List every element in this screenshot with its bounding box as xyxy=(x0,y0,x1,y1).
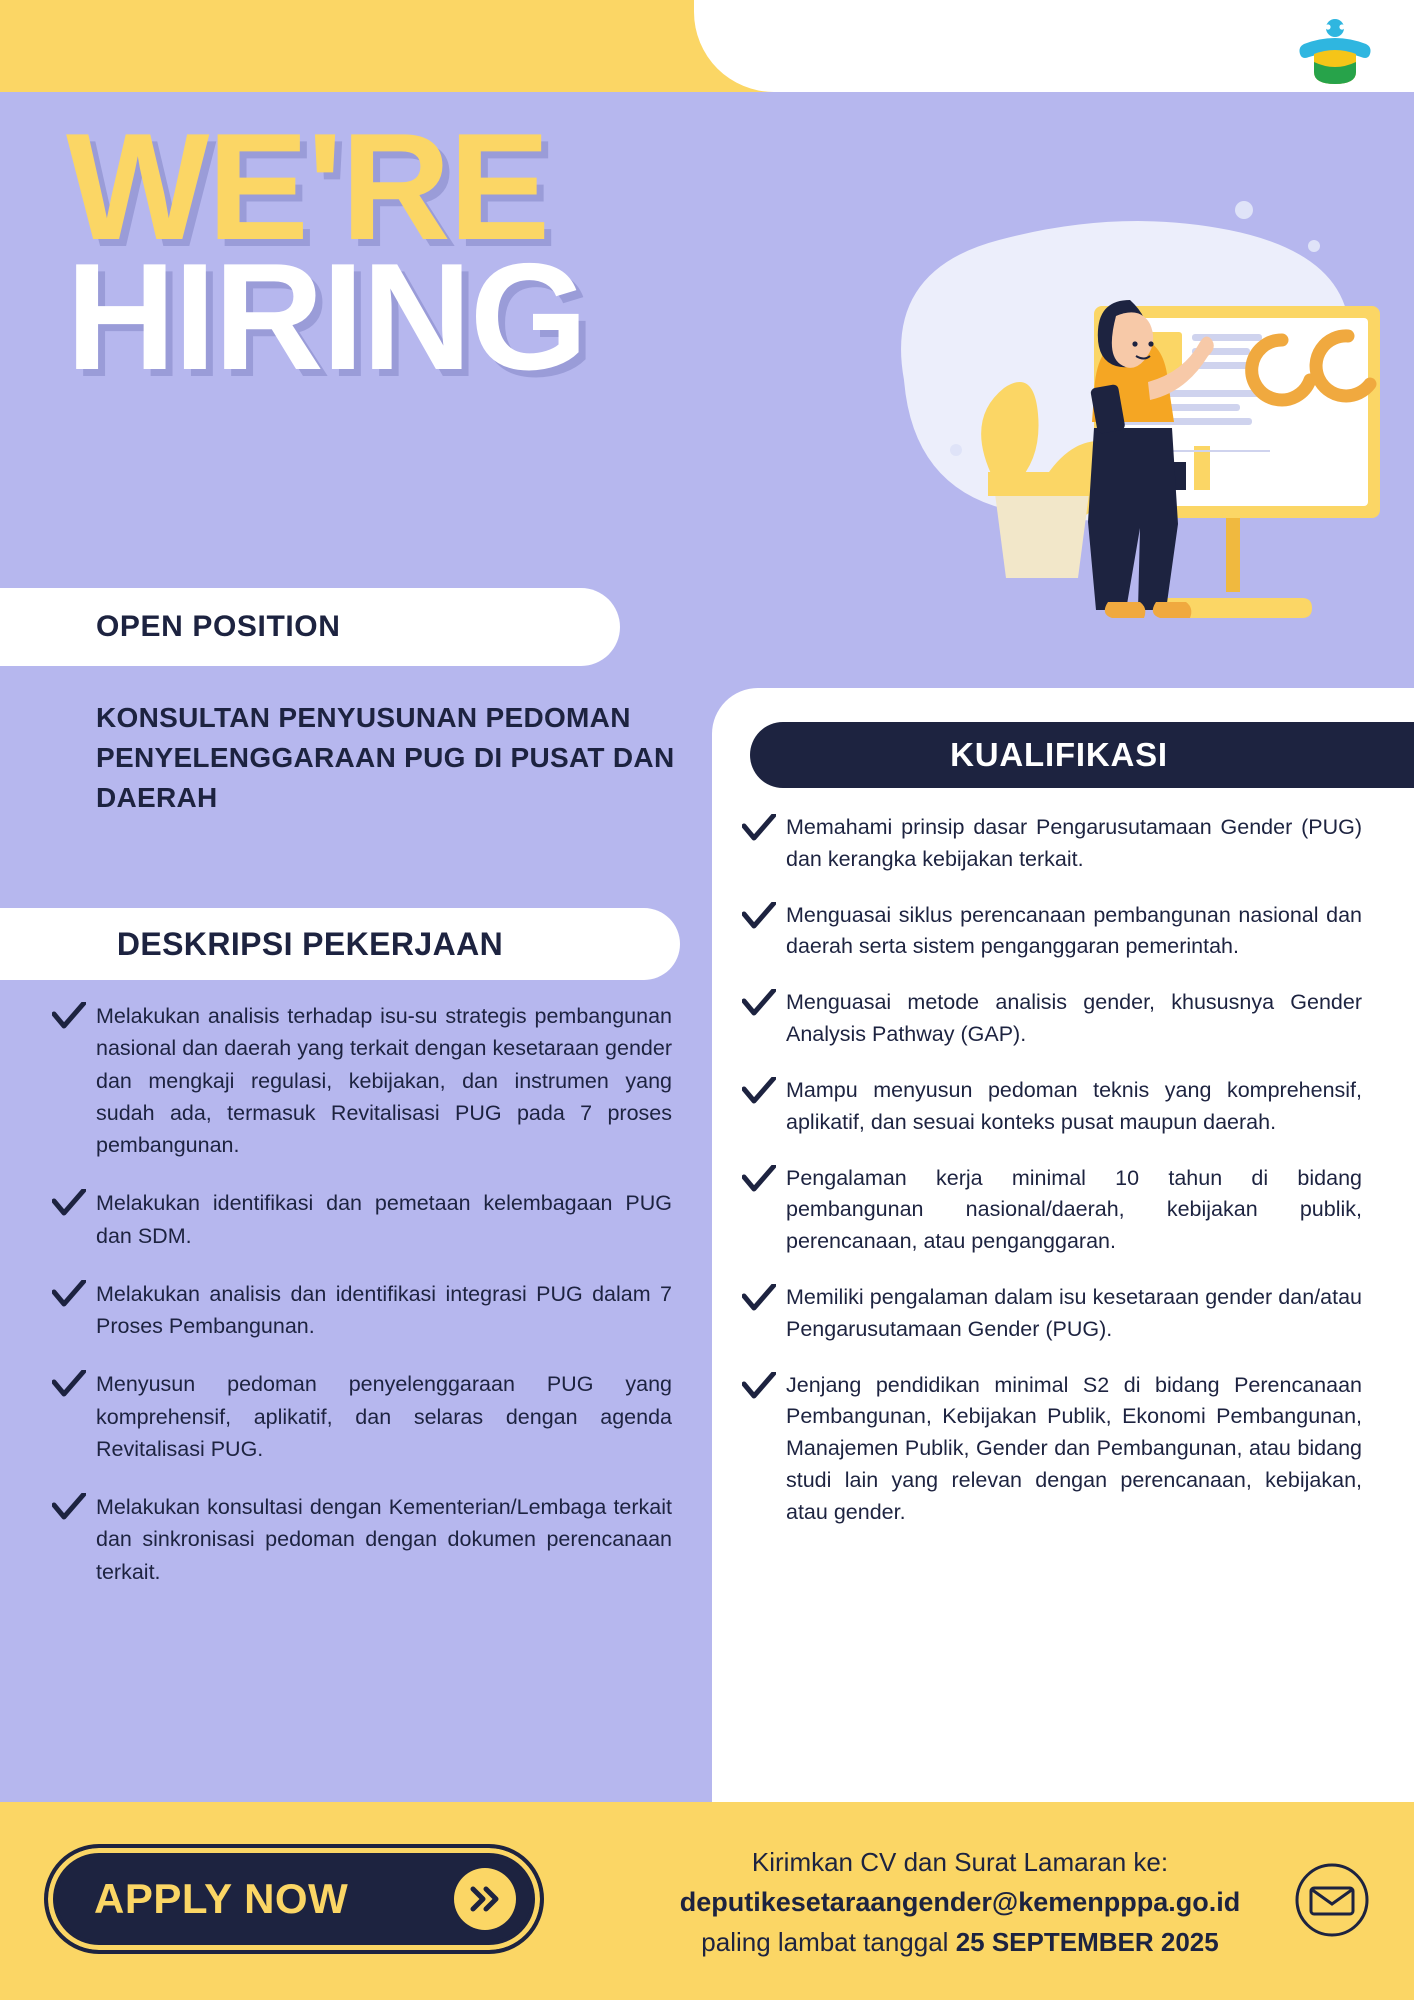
list-item-text: Memiliki pengalaman dalam isu kesetaraan gender dan/atau Pengarusutamaan Gender (PUG). xyxy=(786,1284,1362,1341)
woman-presenting-illustration xyxy=(844,150,1404,620)
hero-title xyxy=(66,102,786,402)
contact-email[interactable]: deputikesetaraangender@kemenpppa.go.id xyxy=(679,1887,1241,1917)
qualifications-heading: KUALIFIKASI xyxy=(950,736,1168,773)
check-icon xyxy=(52,1278,86,1343)
hero-line-hiring: HIRING xyxy=(66,231,586,402)
check-icon xyxy=(52,1368,86,1465)
contact-line-1: Kirimkan CV dan Surat Lamaran ke: xyxy=(751,1847,1169,1877)
check-icon xyxy=(742,1163,776,1258)
list-item xyxy=(52,1368,672,1465)
job-description-heading: DESKRIPSI PEKERJAAN xyxy=(116,925,504,962)
list-item xyxy=(742,1370,1362,1529)
list-item xyxy=(52,1278,672,1343)
check-icon xyxy=(742,812,776,876)
open-position-pill xyxy=(0,588,620,666)
check-icon xyxy=(742,1075,776,1139)
list-item-text: Menguasai metode analisis gender, khususnya Gender Analysis Pathway (GAP). xyxy=(786,990,1362,1047)
list-item-text: Menyusun pedoman penyelenggaraan PUG yang komprehensif, aplikatif, dan selaras dengan agenda Revitalisasi PUG. xyxy=(96,1372,672,1461)
double-chevron-right-icon xyxy=(454,1868,516,1930)
list-item-text: Melakukan analisis terhadap isu-su strategis pembangunan nasional dan daerah yang terkait dengan kesetaraan gender dan mengkaji regulasi, kebijakan, dan instrumen yang sudah ada, termasuk Revitalisasi PUG pada 7 proses pembangunan. xyxy=(96,1004,672,1157)
qualifications-list xyxy=(742,812,1362,1553)
apply-now-label: APPLY NOW xyxy=(94,1875,349,1922)
envelope-icon xyxy=(1294,1862,1370,1938)
list-item-text: Melakukan identifikasi dan pemetaan kelembagaan PUG dan SDM. xyxy=(96,1191,672,1248)
contact-block xyxy=(600,1843,1320,1962)
list-item-text: Melakukan konsultasi dengan Kementerian/Lembaga terkait dan sinkronisasi pedoman dengan dokumen perencanaan terkait. xyxy=(96,1495,672,1584)
hero-line-were: WE'RE xyxy=(66,102,549,272)
list-item xyxy=(742,812,1362,876)
job-description-pill xyxy=(0,908,680,980)
deadline-date: 25 SEPTEMBER 2025 xyxy=(955,1926,1219,1957)
apply-now-button[interactable] xyxy=(44,1844,544,1954)
list-item-text: Jenjang pendidikan minimal S2 di bidang Perencanaan Pembangunan, Kebijakan Publik, Ekonomi Pembangunan, Manajemen Publik, Gender dan Pembangunan, atau bidang studi lain yang relevan dengan perencanaan, kebijakan, atau gender. xyxy=(786,1372,1362,1524)
list-item xyxy=(52,1187,672,1252)
check-icon xyxy=(742,1370,776,1529)
open-position-label: OPEN POSITION xyxy=(96,610,341,643)
list-item xyxy=(52,1491,672,1588)
qualifications-heading-bar xyxy=(750,722,1414,788)
list-item-text: Menguasai siklus perencanaan pembangunan nasional dan daerah serta sistem penganggaran pemerintah. xyxy=(786,902,1362,959)
check-icon xyxy=(52,1187,86,1252)
list-item-text: Pengalaman kerja minimal 10 tahun di bidang pembangunan nasional/daerah, kebijakan publik, perencanaan, atau penganggaran. xyxy=(786,1165,1362,1254)
list-item-text: Melakukan analisis dan identifikasi integrasi PUG dalam 7 Proses Pembangunan. xyxy=(96,1281,672,1338)
list-item-text: Mampu menyusun pedoman teknis yang komprehensif, aplikatif, dan sesuai konteks pusat maupun daerah. xyxy=(786,1077,1362,1134)
list-item xyxy=(52,1000,672,1161)
check-icon xyxy=(742,1282,776,1346)
kemenpppa-logo xyxy=(1292,14,1378,84)
check-icon xyxy=(52,1491,86,1588)
list-item xyxy=(742,1163,1362,1258)
list-item xyxy=(742,1282,1362,1346)
list-item xyxy=(742,1075,1362,1139)
position-title: KONSULTAN PENYUSUNAN PEDOMAN PENYELENGGARAAN PUG DI PUSAT DAN DAERAH xyxy=(96,702,675,813)
list-item-text: Memahami prinsip dasar Pengarusutamaan Gender (PUG) dan kerangka kebijakan terkait. xyxy=(786,815,1362,871)
list-item xyxy=(742,987,1362,1051)
check-icon xyxy=(742,987,776,1051)
job-description-list xyxy=(52,1000,672,1614)
check-icon xyxy=(742,900,776,964)
check-icon xyxy=(52,1000,86,1161)
list-item xyxy=(742,900,1362,964)
deadline-prefix: paling lambat tanggal xyxy=(701,1926,956,1957)
contact-deadline-line xyxy=(600,1923,1320,1962)
